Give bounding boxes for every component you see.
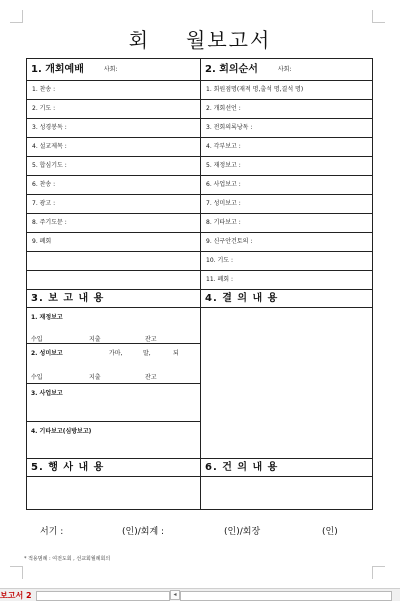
left-column bbox=[27, 59, 200, 509]
worship-item[interactable]: 2. 기도 : bbox=[27, 100, 200, 119]
proposal-content-header: 6. 건 의 내 용 bbox=[201, 459, 373, 477]
report-content-header: 3. 보 고 내 용 bbox=[27, 290, 200, 308]
finance-expense-label: 지출 bbox=[89, 336, 101, 343]
unit-doe: 되 bbox=[173, 350, 179, 357]
crop-mark-top-right bbox=[372, 10, 385, 23]
president-seal: (인) bbox=[322, 527, 338, 537]
meeting-item[interactable]: 1. 회원점명(재적 명,출석 명,결석 명) bbox=[201, 81, 373, 100]
worship-item[interactable]: 1. 찬송 : bbox=[27, 81, 200, 100]
resolution-content-header: 4. 결 의 내 용 bbox=[201, 290, 373, 308]
event-content-box[interactable] bbox=[27, 477, 200, 525]
meeting-item[interactable]: 7. 성미보고 : bbox=[201, 195, 373, 214]
blank-row[interactable] bbox=[27, 252, 200, 271]
meeting-item[interactable]: 10. 기도 : bbox=[201, 252, 373, 271]
member-balance-label: 잔고 bbox=[145, 374, 157, 381]
worship-item[interactable]: 3. 성경봉독 : bbox=[27, 119, 200, 138]
meeting-item[interactable]: 3. 전회의록낭독 : bbox=[201, 119, 373, 138]
usage-note: * 적용범례 : 여전도회 , 선교회월례회의 bbox=[24, 556, 111, 562]
worship-item[interactable]: 4. 설교제목 : bbox=[27, 138, 200, 157]
meeting-item[interactable]: 4. 각부보고 : bbox=[201, 138, 373, 157]
worship-item[interactable]: 5. 합심기도 : bbox=[27, 157, 200, 176]
secretary-label[interactable]: 서기 : bbox=[40, 527, 64, 537]
business-report-label: 3. 사업보고 bbox=[31, 390, 63, 397]
meeting-item[interactable]: 6. 사업보고 : bbox=[201, 176, 373, 195]
right-column bbox=[200, 59, 373, 509]
title-right: 월보고서 bbox=[186, 28, 272, 52]
scroll-left-arrow-icon[interactable]: ◂ bbox=[170, 590, 180, 600]
meeting-item[interactable]: 11. 폐회 : bbox=[201, 271, 373, 290]
member-income-label: 수입 bbox=[31, 374, 43, 381]
report-form bbox=[26, 58, 373, 510]
page-title bbox=[0, 24, 400, 53]
title-left: 회 bbox=[128, 28, 151, 52]
finance-balance-label: 잔고 bbox=[145, 336, 157, 343]
member-report-box[interactable] bbox=[27, 344, 200, 384]
treasurer-label[interactable]: (인)/회계 : bbox=[122, 527, 165, 537]
meeting-item[interactable]: 8. 기타보고 : bbox=[201, 214, 373, 233]
unit-gama: 가마, bbox=[109, 350, 123, 357]
proposal-content-box[interactable] bbox=[201, 477, 373, 525]
opening-worship-header bbox=[27, 59, 200, 81]
blank-row[interactable] bbox=[27, 271, 200, 290]
crop-mark-top-left bbox=[10, 10, 23, 23]
meeting-item[interactable]: 5. 재정보고 : bbox=[201, 157, 373, 176]
meeting-order-label: 2. 회의순서 bbox=[205, 63, 258, 75]
finance-income-label: 수입 bbox=[31, 336, 43, 343]
member-expense-label: 지출 bbox=[89, 374, 101, 381]
other-report-label: 4. 기타보고(심방보고) bbox=[31, 428, 92, 435]
worship-item[interactable]: 7. 광고 : bbox=[27, 195, 200, 214]
crop-mark-bottom-left bbox=[10, 566, 23, 579]
opening-worship-host[interactable]: 사회: bbox=[103, 65, 118, 73]
business-report-box[interactable] bbox=[27, 384, 200, 422]
worship-item[interactable]: 9. 폐회 bbox=[27, 233, 200, 252]
member-report-label: 2. 성미보고 bbox=[31, 350, 63, 357]
unit-mal: 말, bbox=[143, 350, 151, 357]
sheet-tab[interactable]: 보고서 2 bbox=[0, 591, 32, 600]
meeting-item[interactable]: 2. 개회선언 : bbox=[201, 100, 373, 119]
worship-item[interactable]: 6. 찬송 : bbox=[27, 176, 200, 195]
other-report-box[interactable] bbox=[27, 422, 200, 459]
finance-report-box[interactable] bbox=[27, 308, 200, 344]
sheet-tab-bar bbox=[0, 588, 400, 601]
meeting-order-host[interactable]: 사회: bbox=[277, 65, 292, 73]
crop-mark-bottom-right bbox=[372, 566, 385, 579]
meeting-item[interactable]: 9. 신구안건토의 : bbox=[201, 233, 373, 252]
resolution-content-box[interactable] bbox=[201, 308, 373, 459]
opening-worship-label: 1. 개회예배 bbox=[31, 63, 84, 75]
meeting-order-header bbox=[201, 59, 373, 81]
worship-item[interactable]: 8. 주기도문 : bbox=[27, 214, 200, 233]
finance-report-label: 1. 재정보고 bbox=[31, 314, 63, 321]
event-content-header: 5. 행 사 내 용 bbox=[27, 459, 200, 477]
president-label[interactable]: (인)/회장 bbox=[224, 527, 261, 537]
